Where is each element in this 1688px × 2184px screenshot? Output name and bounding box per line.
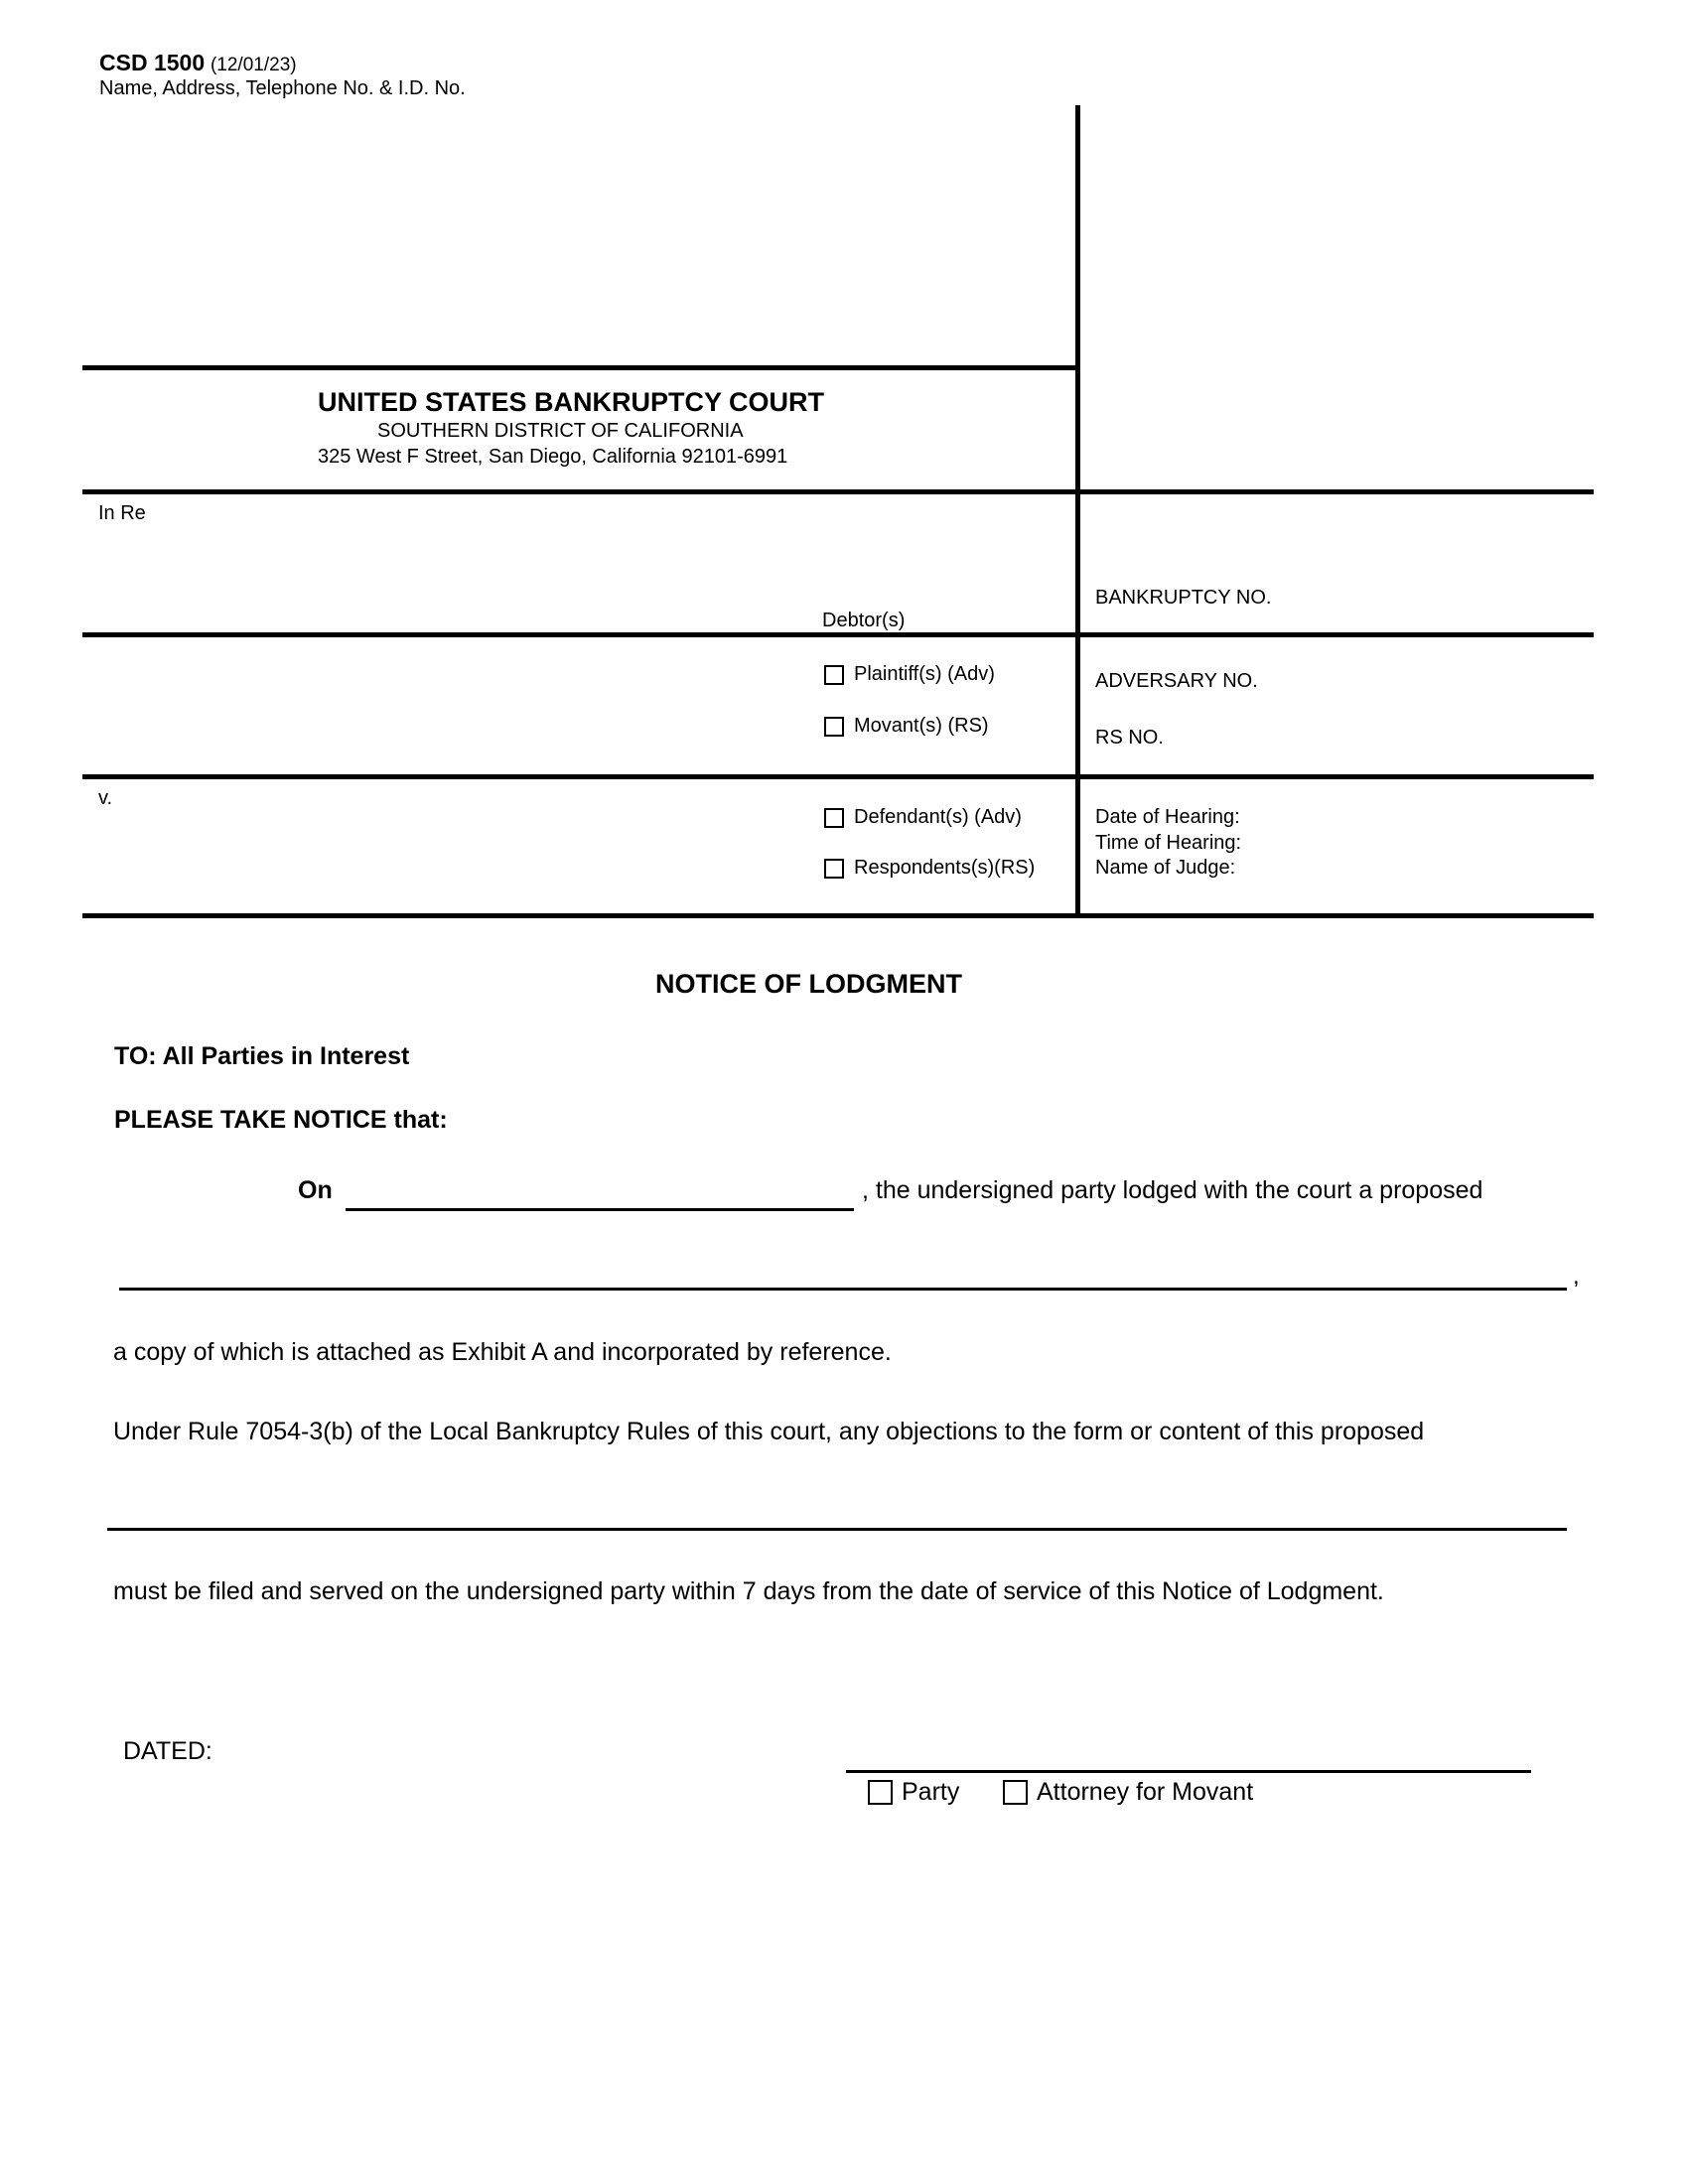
name-of-judge-field[interactable] bbox=[1256, 855, 1579, 881]
versus-label: v. bbox=[98, 787, 113, 809]
movant-label: Movant(s) (RS) bbox=[854, 715, 989, 737]
date-of-hearing-field[interactable] bbox=[1266, 804, 1579, 830]
party-checkbox[interactable] bbox=[868, 1780, 893, 1805]
form-id bbox=[99, 50, 297, 76]
time-of-hearing-field[interactable] bbox=[1266, 830, 1579, 856]
notice-title: NOTICE OF LODGMENT bbox=[655, 969, 962, 999]
signature-line[interactable] bbox=[846, 1727, 1531, 1773]
form-number: CSD 1500 bbox=[99, 50, 206, 75]
rs-no-label: RS NO. bbox=[1095, 727, 1164, 749]
comma: , bbox=[1573, 1263, 1580, 1290]
to-line: TO: All Parties in Interest bbox=[114, 1042, 410, 1070]
objection-document-field[interactable] bbox=[107, 1484, 1567, 1531]
plaintiff-field[interactable] bbox=[99, 645, 794, 764]
rule-2 bbox=[82, 489, 1594, 494]
movant-checkbox[interactable] bbox=[824, 717, 844, 737]
in-re-label: In Re bbox=[98, 502, 146, 524]
court-name: UNITED STATES BANKRUPTCY COURT bbox=[318, 387, 825, 417]
rule-3 bbox=[82, 632, 1594, 637]
court-use-area bbox=[1082, 109, 1589, 486]
lodged-text: , the undersigned party lodged with the court a proposed bbox=[862, 1176, 1483, 1204]
rule-4 bbox=[82, 774, 1594, 779]
caption-vertical-divider bbox=[1075, 105, 1080, 917]
plaintiff-checkbox[interactable] bbox=[824, 665, 844, 685]
filer-info-area[interactable] bbox=[83, 109, 1066, 357]
rule-5 bbox=[82, 913, 1594, 918]
plaintiff-label: Plaintiff(s) (Adv) bbox=[854, 663, 995, 685]
date-of-hearing-label: Date of Hearing: bbox=[1095, 806, 1240, 828]
name-of-judge-label: Name of Judge: bbox=[1095, 857, 1236, 879]
adversary-no-label: ADVERSARY NO. bbox=[1095, 670, 1258, 692]
bankruptcy-no-label: BANKRUPTCY NO. bbox=[1095, 587, 1272, 609]
lodgment-date-field[interactable] bbox=[346, 1171, 854, 1211]
please-take-notice: PLEASE TAKE NOTICE that: bbox=[114, 1106, 448, 1134]
time-of-hearing-label: Time of Hearing: bbox=[1095, 832, 1242, 854]
dated-field[interactable] bbox=[238, 1732, 735, 1768]
form-date: (12/01/23) bbox=[210, 55, 297, 75]
copy-text: a copy of which is attached as Exhibit A and incorporated by reference. bbox=[113, 1338, 892, 1366]
defendant-field[interactable] bbox=[129, 789, 794, 903]
court-address: 325 West F Street, San Diego, California 92101-6991 bbox=[318, 446, 788, 468]
dated-label: DATED: bbox=[123, 1737, 212, 1765]
in-re-field[interactable] bbox=[159, 501, 794, 611]
rule-text: Under Rule 7054-3(b) of the Local Bankruptcy Rules of this court, any objections to the form or content of this proposed bbox=[113, 1418, 1425, 1445]
defendant-checkbox[interactable] bbox=[824, 808, 844, 828]
debtor-label: Debtor(s) bbox=[822, 610, 906, 631]
bankruptcy-no-field[interactable] bbox=[1301, 581, 1579, 614]
rule-1 bbox=[82, 365, 1075, 370]
rs-no-field[interactable] bbox=[1182, 721, 1579, 754]
respondents-label: Respondents(s)(RS) bbox=[854, 857, 1036, 879]
filer-info-label: Name, Address, Telephone No. & I.D. No. bbox=[99, 77, 466, 99]
court-district: SOUTHERN DISTRICT OF CALIFORNIA bbox=[377, 420, 744, 442]
party-label: Party bbox=[902, 1778, 960, 1806]
defendant-label: Defendant(s) (Adv) bbox=[854, 806, 1022, 828]
attorney-label: Attorney for Movant bbox=[1037, 1778, 1254, 1806]
adversary-no-field[interactable] bbox=[1286, 665, 1579, 699]
respondents-checkbox[interactable] bbox=[824, 859, 844, 879]
attorney-checkbox[interactable] bbox=[1003, 1780, 1028, 1805]
on-label: On bbox=[298, 1176, 333, 1204]
proposed-document-field[interactable] bbox=[119, 1246, 1567, 1291]
served-text: must be filed and served on the undersigned party within 7 days from the date of service of this Notice of Lodgment. bbox=[113, 1577, 1384, 1605]
